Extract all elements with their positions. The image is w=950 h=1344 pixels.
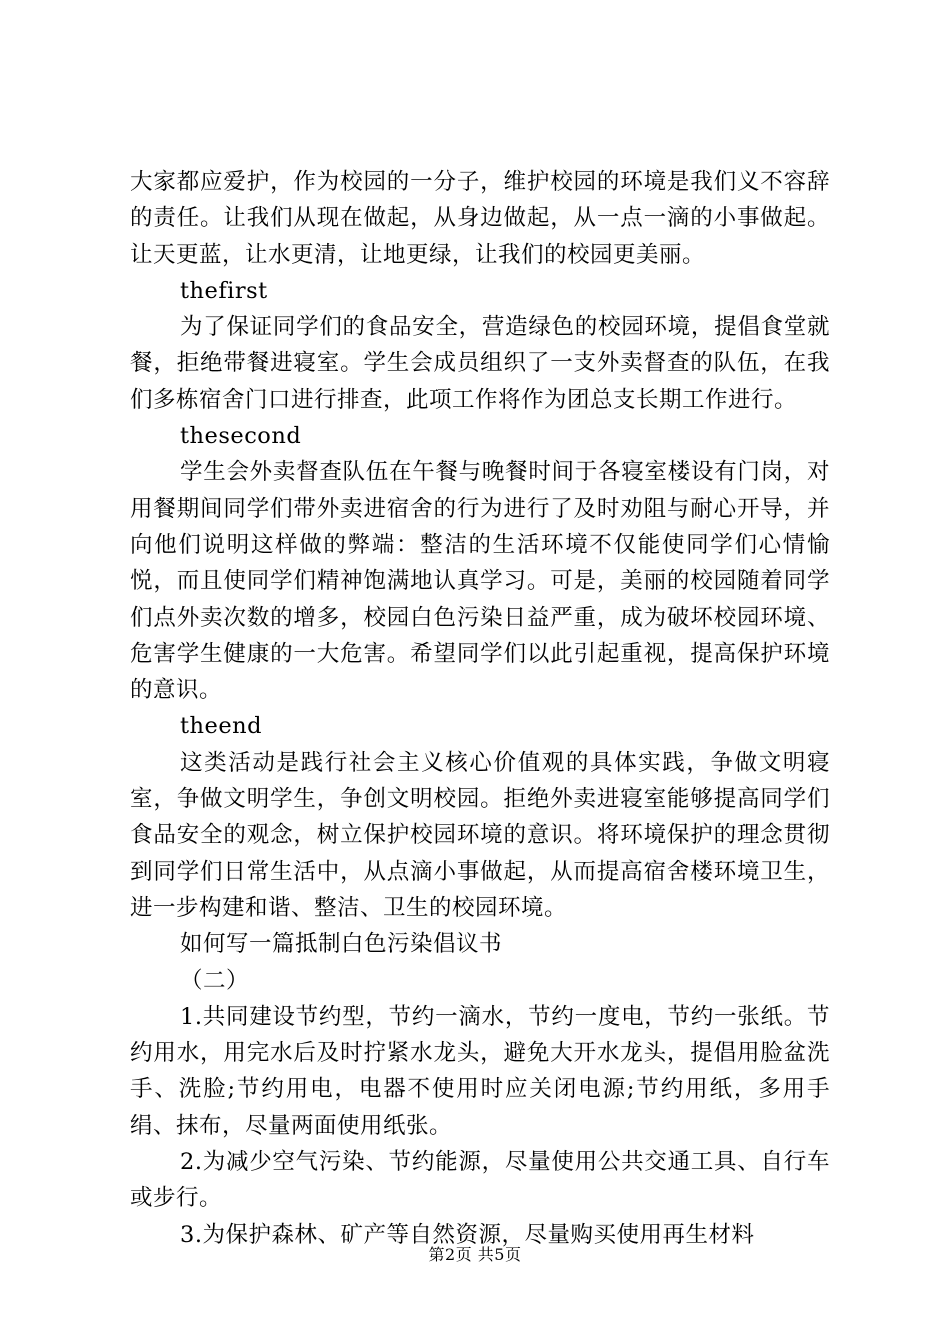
section-heading-second: thesecond xyxy=(180,423,302,450)
section-heading-end: theend xyxy=(180,713,263,740)
paragraph-second: 学生会外卖督查队伍在午餐与晚餐时间于各寝室楼设有门岗，对用餐期间同学们带外卖进宿舍的行为进行了及时劝阻与耐心开导，并向他们说明这样做的弊端：整洁的生活环境不仅能使同学们心情愉悦，而且使同学们精神饱满地认真学习。可是，美丽的校园随着同学们点外卖次数的增多，校园白色污染日益严重，成为破坏校园环境、危害学生健康的一大危害。希望同学们以此引起重视，提高保护环境的意识。 xyxy=(130,459,830,704)
paragraph-first: 为了保证同学们的食品安全，营造绿色的校园环境，提倡食堂就餐，拒绝带餐进寝室。学生会成员组织了一支外卖督查的队伍，在我们多栋宿舍门口进行排查，此项工作将作为团总支长期工作进行。 xyxy=(130,314,830,413)
page-footer xyxy=(0,1244,950,1266)
paragraph-end: 这类活动是践行社会主义核心价值观的具体实践，争做文明寝室，争做文明学生，争创文明校园。拒绝外卖进寝室能够提高同学们食品安全的观念，树立保护校园环境的意识。将环境保护的理念贯彻到同学们日常生活中，从点滴小事做起，从而提高宿舍楼环境卫生，进一步构建和谐、整洁、卫生的校园环境。 xyxy=(130,749,830,921)
paragraph-continuation: 大家都应爱护，作为校园的一分子，维护校园的环境是我们义不容辞的责任。让我们从现在做起，从身边做起，从一点一滴的小事做起。让天更蓝，让水更清，让地更绿，让我们的校园更美丽。 xyxy=(130,169,830,268)
list-item-1: 1.共同建设节约型，节约一滴水，节约一度电，节约一张纸。节约用水，用完水后及时拧紧水龙头，避免大开水龙头，提倡用脸盆洗手、洗脸;节约用电，电器不使用时应关闭电源;节约用纸，多用手绢、抹布，尽量两面使用纸张。 xyxy=(130,1003,830,1139)
list-item-2: 2.为减少空气污染、节约能源，尽量使用公共交通工具、自行车或步行。 xyxy=(130,1149,830,1212)
section-heading-first: thefirst xyxy=(180,277,268,304)
section-number: （二） xyxy=(180,967,250,994)
page-number-label: 第2页 共5页 xyxy=(428,1245,522,1264)
document-subtitle: 如何写一篇抵制白色污染倡议书 xyxy=(180,931,503,958)
list-item-3: 3.为保护森林、矿产等自然资源，尽量购买使用再生材料 xyxy=(180,1221,755,1248)
document-body xyxy=(130,164,830,1253)
